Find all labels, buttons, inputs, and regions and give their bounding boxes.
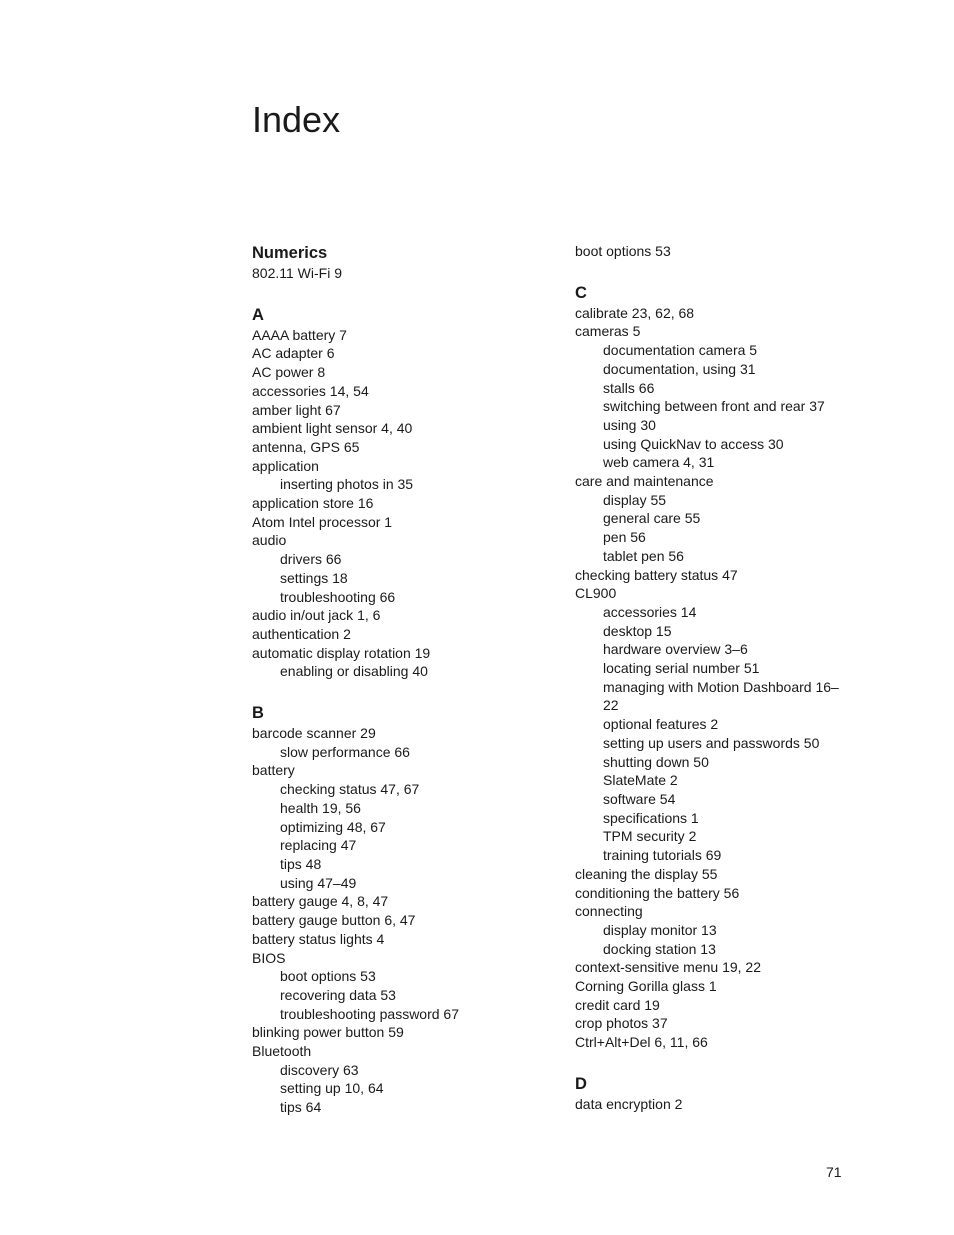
page-title: Index bbox=[252, 99, 341, 140]
index-entry: battery gauge 4, 8, 47 bbox=[252, 893, 389, 910]
index-entry: authentication 2 bbox=[252, 625, 351, 642]
index-subentry: settings 18 bbox=[280, 569, 348, 586]
index-entry: credit card 19 bbox=[575, 996, 660, 1013]
index-subentry: slow performance 66 bbox=[280, 743, 410, 760]
index-subentry: using 30 bbox=[603, 416, 656, 433]
index-entry: battery gauge button 6, 47 bbox=[252, 912, 416, 929]
index-subentry: checking status 47, 67 bbox=[280, 781, 420, 798]
index-subentry: display monitor 13 bbox=[603, 921, 717, 938]
index-subentry: replacing 47 bbox=[280, 837, 357, 854]
index-entry: cleaning the display 55 bbox=[575, 865, 718, 882]
index-section-heading: C bbox=[575, 283, 587, 302]
index-subentry: software 54 bbox=[603, 790, 676, 807]
index-entry: Bluetooth bbox=[252, 1043, 312, 1060]
index-subentry: enabling or disabling 40 bbox=[280, 663, 428, 680]
index-entry: context-sensitive menu 19, 22 bbox=[575, 959, 761, 976]
index-subentry: TPM security 2 bbox=[603, 828, 697, 845]
index-subentry: stalls 66 bbox=[603, 379, 655, 396]
index-subentry: general care 55 bbox=[603, 510, 701, 527]
index-entry: audio in/out jack 1, 6 bbox=[252, 607, 381, 624]
index-subentry: hardware overview 3–6 bbox=[603, 641, 748, 658]
index-entry: ambient light sensor 4, 40 bbox=[252, 420, 413, 437]
index-subentry: display 55 bbox=[603, 491, 667, 508]
index-subentry: health 19, 56 bbox=[280, 799, 361, 816]
index-subentry: SlateMate 2 bbox=[603, 772, 678, 789]
index-entry: connecting bbox=[575, 903, 643, 920]
index-entry: blinking power button 59 bbox=[252, 1024, 404, 1041]
index-entry: application bbox=[252, 457, 319, 474]
index-subentry: pen 56 bbox=[603, 529, 646, 546]
index-subentry: locating serial number 51 bbox=[603, 660, 760, 677]
index-entry: 802.11 Wi-Fi 9 bbox=[252, 265, 342, 281]
index-section-heading: Numerics bbox=[252, 244, 328, 262]
index-entry: calibrate 23, 62, 68 bbox=[575, 304, 695, 321]
index-subentry: web camera 4, 31 bbox=[603, 454, 715, 471]
index-entry: battery bbox=[252, 762, 295, 779]
index-subentry: troubleshooting password 67 bbox=[280, 1005, 460, 1022]
index-subentry: discovery 63 bbox=[280, 1061, 359, 1078]
index-entry: Corning Gorilla glass 1 bbox=[575, 978, 717, 995]
index-subentry: boot options 53 bbox=[575, 243, 671, 259]
index-entry: antenna, GPS 65 bbox=[252, 438, 360, 455]
index-entry: cameras 5 bbox=[575, 323, 641, 340]
index-subentry: specifications 1 bbox=[603, 809, 699, 826]
index-subentry: tablet pen 56 bbox=[603, 547, 684, 564]
page-number: 71 bbox=[826, 1164, 842, 1180]
index-section-heading: B bbox=[252, 704, 264, 723]
index-entry: AC adapter 6 bbox=[252, 345, 335, 362]
index-entry: BIOS bbox=[252, 949, 286, 966]
index-entry: automatic display rotation 19 bbox=[252, 644, 431, 661]
index-subentry: drivers 66 bbox=[280, 551, 342, 568]
index-entry: Atom Intel processor 1 bbox=[252, 513, 393, 530]
index-entry: crop photos 37 bbox=[575, 1015, 668, 1032]
index-entry: audio bbox=[252, 532, 287, 549]
index-subentry: boot options 53 bbox=[280, 968, 376, 985]
index-entry: AAAA battery 7 bbox=[252, 326, 347, 343]
index-subentry: setting up 10, 64 bbox=[280, 1080, 384, 1097]
index-subentry: using 47–49 bbox=[280, 874, 357, 891]
index-subentry: tips 48 bbox=[280, 855, 322, 872]
index-subentry: recovering data 53 bbox=[280, 986, 396, 1003]
index-column-left bbox=[252, 242, 532, 1117]
index-entry: battery status lights 4 bbox=[252, 930, 385, 947]
index-subentry: optimizing 48, 67 bbox=[280, 818, 386, 835]
index-section-heading: A bbox=[252, 305, 264, 324]
index-entry: AC power 8 bbox=[252, 364, 326, 381]
index-column-right bbox=[575, 242, 855, 1114]
index-subentry: using QuickNav to access 30 bbox=[603, 435, 784, 452]
index-subentry: training tutorials 69 bbox=[603, 847, 722, 864]
index-subentry: shutting down 50 bbox=[603, 753, 709, 770]
index-subentry: documentation, using 31 bbox=[603, 360, 756, 377]
index-subentry: desktop 15 bbox=[603, 622, 672, 639]
index-subentry: troubleshooting 66 bbox=[280, 588, 396, 605]
index-subentry: tips 64 bbox=[280, 1099, 322, 1116]
index-subentry: docking station 13 bbox=[603, 940, 716, 957]
index-subentry: inserting photos in 35 bbox=[280, 476, 414, 493]
index-subentry: setting up users and passwords 50 bbox=[603, 734, 820, 751]
index-entry: checking battery status 47 bbox=[575, 566, 738, 583]
index-entry: amber light 67 bbox=[252, 401, 341, 418]
index-section-heading: D bbox=[575, 1074, 587, 1093]
index-entry: barcode scanner 29 bbox=[252, 725, 376, 742]
index-subentry: documentation camera 5 bbox=[603, 342, 758, 359]
index-entry: CL900 bbox=[575, 585, 617, 602]
index-subentry: accessories 14 bbox=[603, 603, 697, 620]
index-entry: application store 16 bbox=[252, 495, 374, 512]
index-subentry: optional features 2 bbox=[603, 716, 719, 733]
index-entry: care and maintenance bbox=[575, 473, 714, 490]
index-subentry: switching between front and rear 37 bbox=[603, 398, 825, 415]
index-subentry: managing with Motion Dashboard 16–22 bbox=[603, 678, 839, 714]
index-entry: accessories 14, 54 bbox=[252, 382, 369, 399]
index-entry: Ctrl+Alt+Del 6, 11, 66 bbox=[575, 1034, 708, 1051]
index-entry: conditioning the battery 56 bbox=[575, 884, 740, 901]
index-entry: data encryption 2 bbox=[575, 1095, 683, 1112]
